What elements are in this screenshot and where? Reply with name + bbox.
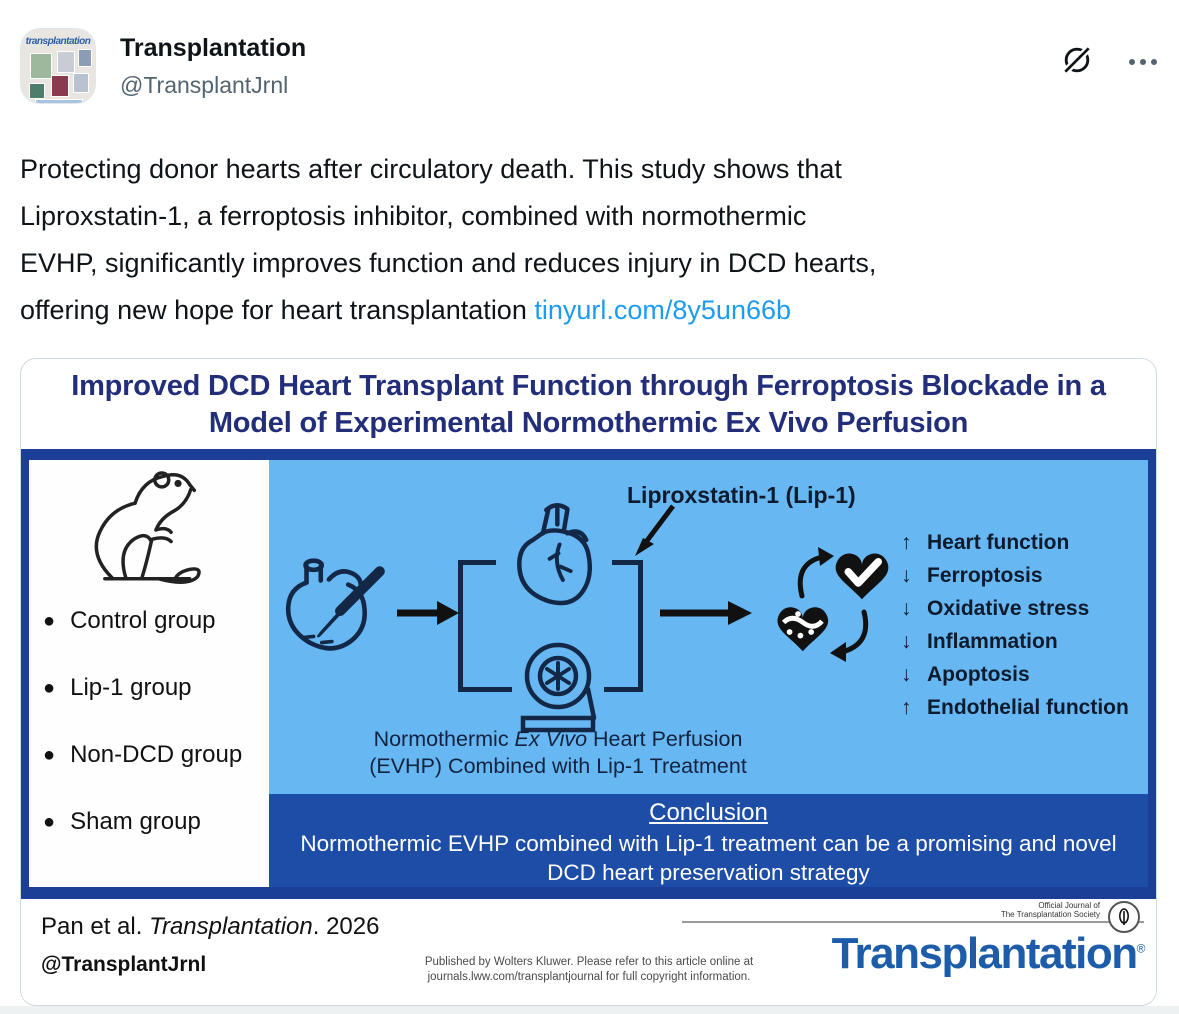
page-background-strip bbox=[0, 1006, 1179, 1014]
group-item bbox=[43, 808, 269, 836]
outcome-label: Ferroptosis bbox=[927, 564, 1043, 587]
avatar-journal-title: transplantation bbox=[25, 36, 91, 47]
author-display-name[interactable]: Transplantation bbox=[120, 34, 307, 62]
down-arrow-icon: ↓ bbox=[901, 663, 912, 686]
divider-band-top bbox=[21, 449, 1156, 460]
group-label: Sham group bbox=[70, 808, 201, 835]
tweet-text-segment: offering new hope for heart transplantation bbox=[20, 295, 527, 325]
flow-arrow-icon bbox=[397, 600, 459, 631]
avatar-mosaic-tile bbox=[73, 73, 89, 93]
outcome-label: Inflammation bbox=[927, 630, 1058, 653]
outcome-item bbox=[901, 625, 1129, 658]
copyright-notice bbox=[405, 955, 773, 985]
tweet-image-card[interactable] bbox=[20, 358, 1157, 1006]
avatar-mosaic-tile bbox=[51, 75, 69, 97]
group-list bbox=[29, 603, 269, 836]
tweet-text-line: Protecting donor hearts after circulatory death. This study shows that bbox=[20, 154, 842, 184]
rat-icon bbox=[79, 466, 219, 593]
transplantation-logo bbox=[832, 929, 1144, 979]
outcome-item bbox=[901, 691, 1129, 724]
caption-text: Heart Perfusion bbox=[587, 727, 743, 751]
anatomical-heart-icon bbox=[496, 498, 612, 627]
bullet-icon: ● bbox=[43, 744, 56, 766]
outcome-label: Apoptosis bbox=[927, 663, 1030, 686]
tagline-line1: Official Journal of bbox=[1038, 901, 1100, 910]
more-options-button[interactable] bbox=[1127, 57, 1159, 67]
post-header bbox=[20, 28, 1159, 104]
bullet-icon: ● bbox=[43, 610, 56, 632]
logo-divider-line bbox=[682, 921, 1144, 923]
avatar-mosaic-tile bbox=[78, 49, 92, 67]
tweet-link[interactable]: tinyurl.com/8y5un66b bbox=[534, 295, 792, 325]
evhp-caption bbox=[343, 726, 773, 780]
outcome-label: Endothelial function bbox=[927, 696, 1129, 719]
conclusion-banner bbox=[269, 794, 1148, 887]
group-item bbox=[43, 674, 269, 702]
citation-year: . 2026 bbox=[312, 913, 380, 940]
graphic-title-line1: Improved DCD Heart Transplant Function through Ferroptosis Blockade in a bbox=[71, 370, 1106, 402]
divider-band-bottom bbox=[21, 887, 1156, 899]
outcome-item bbox=[901, 592, 1129, 625]
tweet-text-line: Liproxstatin-1, a ferroptosis inhibitor, combined with normothermic bbox=[20, 201, 807, 231]
conclusion-body: Normothermic EVHP combined with Lip-1 treatment can be a promising and novel DCD heart preservation strategy bbox=[300, 831, 1117, 885]
graphic-content bbox=[21, 460, 1156, 887]
heart-recovery-cycle-icon bbox=[774, 544, 892, 671]
study-groups-panel bbox=[29, 460, 269, 887]
perfusion-pump-icon bbox=[512, 632, 604, 741]
avatar[interactable] bbox=[20, 28, 96, 104]
conclusion-heading: Conclusion bbox=[649, 799, 768, 826]
more-options-icon bbox=[1129, 59, 1157, 65]
donor-heart-scalpel-icon bbox=[275, 548, 397, 675]
copyright-line2: journals.lww.com/transplantjournal for full copyright information. bbox=[427, 971, 751, 983]
caption-text: Normothermic bbox=[373, 727, 515, 751]
outcome-item bbox=[901, 526, 1129, 559]
group-label: Non-DCD group bbox=[70, 741, 243, 768]
outcomes-list bbox=[901, 526, 1129, 724]
group-label: Control group bbox=[70, 607, 216, 634]
flow-diagram bbox=[269, 460, 1148, 887]
grok-button[interactable] bbox=[1057, 40, 1097, 83]
avatar-mosaic-tile bbox=[30, 53, 52, 79]
tweet-text bbox=[20, 146, 1150, 334]
outcome-label: Oxidative stress bbox=[927, 597, 1090, 620]
tweet-text-line: EVHP, significantly improves function and reduces injury in DCD hearts, bbox=[20, 248, 877, 278]
tweet-text-line bbox=[20, 287, 1150, 334]
annotation-arrow-icon bbox=[621, 500, 681, 567]
logo-tagline bbox=[1001, 901, 1100, 919]
down-arrow-icon: ↓ bbox=[901, 564, 912, 587]
avatar-mosaic-tile bbox=[29, 83, 45, 99]
outcome-item bbox=[901, 559, 1129, 592]
liproxstatin-label: Liproxstatin-1 (Lip-1) bbox=[627, 482, 856, 508]
copyright-line1: Published by Wolters Kluwer. Please refer to this article online at bbox=[424, 956, 754, 968]
graphic-title-line2: Model of Experimental Normothermic Ex Vivo Perfusion bbox=[208, 407, 969, 439]
author-handle[interactable]: @TransplantJrnl bbox=[120, 72, 289, 98]
flow-arrow-icon bbox=[660, 600, 752, 631]
graphic-title bbox=[21, 359, 1156, 449]
evhp-caption-line2: (EVHP) Combined with Lip-1 Treatment bbox=[369, 754, 747, 778]
bullet-icon: ● bbox=[43, 677, 56, 699]
caption-text-italic: Ex Vivo bbox=[514, 727, 588, 751]
tagline-line2: The Transplantation Society bbox=[1000, 910, 1100, 919]
logo-wordmark: Transplantation bbox=[831, 929, 1137, 978]
registered-mark: ® bbox=[1136, 941, 1144, 956]
group-item bbox=[43, 741, 269, 769]
citation-journal: Transplantation bbox=[149, 913, 313, 940]
grok-icon bbox=[1059, 66, 1095, 81]
down-arrow-icon: ↓ bbox=[901, 630, 912, 653]
up-arrow-icon: ↑ bbox=[901, 696, 912, 719]
avatar-mosaic-tile bbox=[57, 51, 75, 73]
up-arrow-icon: ↑ bbox=[901, 531, 912, 554]
group-item bbox=[43, 607, 269, 635]
outcome-label: Heart function bbox=[927, 531, 1070, 554]
down-arrow-icon: ↓ bbox=[901, 597, 912, 620]
avatar-mosaic-tile bbox=[35, 99, 83, 104]
outcome-item bbox=[901, 658, 1129, 691]
footer-handle: @TransplantJrnl bbox=[41, 953, 207, 976]
citation-authors: Pan et al. bbox=[41, 913, 150, 940]
evhp-caption-line1 bbox=[343, 726, 773, 753]
header-actions bbox=[1057, 28, 1159, 83]
graphic-footer bbox=[21, 899, 1156, 1003]
group-label: Lip-1 group bbox=[70, 674, 192, 701]
citation bbox=[41, 913, 379, 941]
bullet-icon: ● bbox=[43, 811, 56, 833]
author-names bbox=[120, 28, 306, 99]
